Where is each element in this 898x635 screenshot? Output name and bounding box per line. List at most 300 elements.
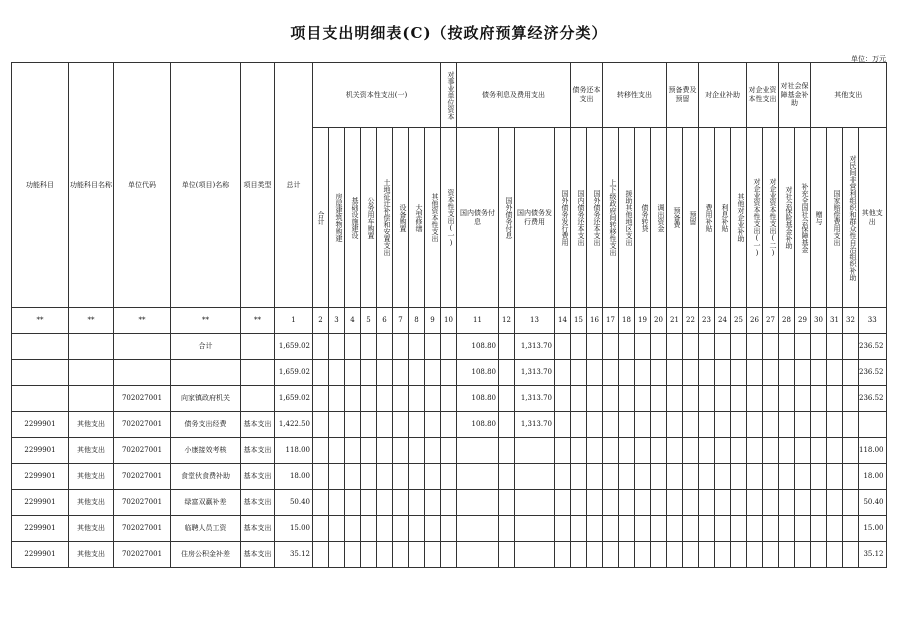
cell-c18 [619, 360, 635, 386]
cell-c13 [515, 464, 555, 490]
column-number: 32 [843, 308, 859, 334]
column-number: 14 [555, 308, 571, 334]
column-number: 3 [329, 308, 345, 334]
cell-type: 基本支出 [241, 438, 275, 464]
cell-c24 [715, 334, 731, 360]
cell-c17 [603, 490, 619, 516]
cell-c9 [425, 516, 441, 542]
column-number: 13 [515, 308, 555, 334]
column-number: 1 [275, 308, 313, 334]
cell-c26 [747, 542, 763, 568]
cell-c10 [441, 542, 457, 568]
header-c30: 赠与 [811, 128, 827, 308]
cell-c5 [361, 386, 377, 412]
cell-c18 [619, 438, 635, 464]
unit-label: 单位：万元 [851, 55, 886, 63]
cell-code: 702027001 [114, 438, 171, 464]
cell-c25 [731, 412, 747, 438]
cell-c4 [345, 334, 361, 360]
header-c17: 上下级政府间转移性支出 [603, 128, 619, 308]
cell-c26 [747, 412, 763, 438]
cell-c21 [667, 516, 683, 542]
cell-c2 [313, 464, 329, 490]
cell-c25 [731, 464, 747, 490]
cell-c14 [555, 334, 571, 360]
cell-code: 702027001 [114, 490, 171, 516]
column-number: 24 [715, 308, 731, 334]
cell-func: 2299901 [12, 438, 69, 464]
cell-c23 [699, 334, 715, 360]
cell-c11: 108.80 [457, 360, 499, 386]
cell-c15 [571, 334, 587, 360]
cell-c19 [635, 360, 651, 386]
cell-c30 [811, 334, 827, 360]
column-number: 11 [457, 308, 499, 334]
cell-c12 [499, 412, 515, 438]
cell-c30 [811, 412, 827, 438]
cell-c12 [499, 360, 515, 386]
header-group-4: 债务还本支出 [571, 63, 603, 128]
cell-c30 [811, 360, 827, 386]
cell-c25 [731, 386, 747, 412]
cell-name: 合计 [171, 334, 241, 360]
cell-c2 [313, 438, 329, 464]
cell-c30 [811, 490, 827, 516]
table-row [12, 516, 887, 542]
cell-c2 [313, 516, 329, 542]
column-number: 30 [811, 308, 827, 334]
cell-total: 1,659.02 [275, 360, 313, 386]
header-c4: 基础设施建设 [345, 128, 361, 308]
cell-c33: 15.00 [859, 516, 887, 542]
cell-c22 [683, 360, 699, 386]
cell-c21 [667, 490, 683, 516]
cell-c13 [515, 542, 555, 568]
column-number: 17 [603, 308, 619, 334]
cell-c21 [667, 386, 683, 412]
cell-c29 [795, 490, 811, 516]
cell-c12 [499, 490, 515, 516]
cell-c14 [555, 386, 571, 412]
cell-c6 [377, 438, 393, 464]
cell-c11 [457, 516, 499, 542]
cell-c28 [779, 386, 795, 412]
column-number: 6 [377, 308, 393, 334]
cell-c7 [393, 542, 409, 568]
cell-c18 [619, 516, 635, 542]
cell-c25 [731, 438, 747, 464]
cell-c26 [747, 438, 763, 464]
cell-c4 [345, 464, 361, 490]
cell-c9 [425, 360, 441, 386]
cell-c8 [409, 334, 425, 360]
table-row [12, 412, 887, 438]
cell-c27 [763, 412, 779, 438]
cell-c2 [313, 542, 329, 568]
cell-c11 [457, 490, 499, 516]
cell-c11: 108.80 [457, 334, 499, 360]
header-c8: 大型修缮 [409, 128, 425, 308]
cell-type: 基本支出 [241, 490, 275, 516]
cell-c17 [603, 542, 619, 568]
cell-code: 702027001 [114, 542, 171, 568]
cell-type [241, 334, 275, 360]
header-c15: 国内债务还本支出 [571, 128, 587, 308]
cell-c33 [859, 412, 887, 438]
cell-c14 [555, 464, 571, 490]
cell-c30 [811, 542, 827, 568]
cell-code: 702027001 [114, 412, 171, 438]
header-c27: 对企业资本性支出(二) [763, 128, 779, 308]
cell-c33: 236.52 [859, 360, 887, 386]
cell-func: 2299901 [12, 542, 69, 568]
table-row [12, 490, 887, 516]
cell-c27 [763, 438, 779, 464]
cell-c16 [587, 360, 603, 386]
header-c32: 对民间非营利组织和群众性自治组织补助 [843, 128, 859, 308]
cell-c11 [457, 464, 499, 490]
cell-c3 [329, 490, 345, 516]
cell-name: 住房公积金补差 [171, 542, 241, 568]
cell-c23 [699, 412, 715, 438]
cell-c16 [587, 438, 603, 464]
cell-c9 [425, 542, 441, 568]
cell-c32 [843, 438, 859, 464]
cell-c2 [313, 360, 329, 386]
cell-c32 [843, 412, 859, 438]
cell-c21 [667, 360, 683, 386]
cell-total: 1,659.02 [275, 386, 313, 412]
cell-type: 基本支出 [241, 412, 275, 438]
cell-c29 [795, 542, 811, 568]
cell-c26 [747, 464, 763, 490]
cell-c29 [795, 386, 811, 412]
cell-c26 [747, 490, 763, 516]
cell-c7 [393, 360, 409, 386]
cell-c4 [345, 386, 361, 412]
header-c14: 国外债务发行费用 [555, 128, 571, 308]
cell-c19 [635, 412, 651, 438]
cell-c26 [747, 334, 763, 360]
column-number: ** [171, 308, 241, 334]
cell-c3 [329, 412, 345, 438]
cell-c33: 236.52 [859, 386, 887, 412]
header-unit-code: 单位代码 [114, 63, 171, 308]
cell-c6 [377, 542, 393, 568]
column-number: 2 [313, 308, 329, 334]
table-row [12, 542, 887, 568]
cell-c33: 236.52 [859, 334, 887, 360]
cell-c5 [361, 360, 377, 386]
cell-c3 [329, 386, 345, 412]
header-func-name: 功能科目名称 [69, 63, 114, 308]
cell-c23 [699, 386, 715, 412]
cell-c17 [603, 386, 619, 412]
cell-fname [69, 386, 114, 412]
column-number: 26 [747, 308, 763, 334]
header-proj-type: 项目类型 [241, 63, 275, 308]
column-number: 12 [499, 308, 515, 334]
cell-c31 [827, 412, 843, 438]
cell-c21 [667, 334, 683, 360]
cell-type: 基本支出 [241, 516, 275, 542]
cell-c22 [683, 412, 699, 438]
cell-c19 [635, 490, 651, 516]
column-number: 29 [795, 308, 811, 334]
column-number: ** [12, 308, 69, 334]
cell-c27 [763, 542, 779, 568]
header-group-3: 债务利息及费用支出 [457, 63, 571, 128]
cell-c33: 35.12 [859, 542, 887, 568]
cell-c28 [779, 438, 795, 464]
header-total: 总计 [275, 63, 313, 308]
cell-c29 [795, 438, 811, 464]
cell-c13 [515, 438, 555, 464]
column-number: 22 [683, 308, 699, 334]
column-number-row [12, 308, 887, 334]
cell-c31 [827, 360, 843, 386]
header-group-5: 转移性支出 [603, 63, 667, 128]
cell-c25 [731, 490, 747, 516]
cell-c22 [683, 490, 699, 516]
cell-c8 [409, 438, 425, 464]
cell-c32 [843, 490, 859, 516]
cell-c6 [377, 490, 393, 516]
cell-c28 [779, 464, 795, 490]
cell-c7 [393, 516, 409, 542]
expenditure-table [11, 62, 887, 568]
cell-c21 [667, 438, 683, 464]
cell-code [114, 334, 171, 360]
cell-c15 [571, 360, 587, 386]
cell-c15 [571, 490, 587, 516]
cell-c18 [619, 386, 635, 412]
cell-c25 [731, 516, 747, 542]
cell-c16 [587, 464, 603, 490]
cell-type [241, 386, 275, 412]
cell-c19 [635, 516, 651, 542]
cell-c21 [667, 412, 683, 438]
header-c24: 利息补贴 [715, 128, 731, 308]
cell-c14 [555, 516, 571, 542]
cell-c22 [683, 386, 699, 412]
cell-c33: 50.40 [859, 490, 887, 516]
cell-c11: 108.80 [457, 386, 499, 412]
header-c28: 对社会保险基金补助 [779, 128, 795, 308]
cell-c14 [555, 542, 571, 568]
cell-c30 [811, 438, 827, 464]
cell-c6 [377, 516, 393, 542]
cell-c15 [571, 412, 587, 438]
cell-c10 [441, 438, 457, 464]
cell-c17 [603, 360, 619, 386]
cell-c11 [457, 542, 499, 568]
cell-c11 [457, 438, 499, 464]
cell-c7 [393, 490, 409, 516]
cell-name: 食堂伙食费补助 [171, 464, 241, 490]
cell-c22 [683, 334, 699, 360]
cell-c31 [827, 516, 843, 542]
cell-c12 [499, 386, 515, 412]
column-number: 19 [635, 308, 651, 334]
cell-c14 [555, 360, 571, 386]
cell-c27 [763, 464, 779, 490]
cell-c23 [699, 360, 715, 386]
cell-func [12, 360, 69, 386]
cell-c9 [425, 490, 441, 516]
cell-c27 [763, 334, 779, 360]
cell-c16 [587, 412, 603, 438]
header-c9: 其他资本性支出 [425, 128, 441, 308]
cell-func: 2299901 [12, 412, 69, 438]
cell-c5 [361, 464, 377, 490]
cell-c31 [827, 386, 843, 412]
cell-c28 [779, 516, 795, 542]
cell-c20 [651, 412, 667, 438]
cell-fname [69, 360, 114, 386]
cell-c5 [361, 516, 377, 542]
column-number: 21 [667, 308, 683, 334]
cell-c28 [779, 412, 795, 438]
header-c13: 国内债务发行费用 [515, 128, 555, 308]
cell-c3 [329, 542, 345, 568]
page-title: 项目支出明细表(C)（按政府预算经济分类） [290, 24, 608, 42]
cell-c8 [409, 542, 425, 568]
cell-name: 临聘人员工资 [171, 516, 241, 542]
header-func-subject: 功能科目 [12, 63, 69, 308]
cell-c8 [409, 360, 425, 386]
cell-c20 [651, 490, 667, 516]
cell-c8 [409, 464, 425, 490]
cell-func: 2299901 [12, 464, 69, 490]
cell-c10 [441, 360, 457, 386]
cell-c15 [571, 542, 587, 568]
cell-c10 [441, 516, 457, 542]
cell-c24 [715, 464, 731, 490]
header-c22: 预留 [683, 128, 699, 308]
cell-c14 [555, 490, 571, 516]
header-c18: 援助其他地区支出 [619, 128, 635, 308]
cell-c18 [619, 542, 635, 568]
cell-c20 [651, 516, 667, 542]
header-c26: 对企业资本性支出(一) [747, 128, 763, 308]
column-number: 18 [619, 308, 635, 334]
header-group-1: 机关资本性支出(一) [313, 63, 441, 128]
cell-fname: 其他支出 [69, 516, 114, 542]
cell-c11: 108.80 [457, 412, 499, 438]
cell-c26 [747, 360, 763, 386]
cell-fname: 其他支出 [69, 464, 114, 490]
cell-c20 [651, 542, 667, 568]
cell-c18 [619, 464, 635, 490]
cell-c29 [795, 360, 811, 386]
column-number: 25 [731, 308, 747, 334]
cell-fname [69, 334, 114, 360]
header-group-6: 预备费及预留 [667, 63, 699, 128]
header-c5: 公务用车购置 [361, 128, 377, 308]
cell-total: 35.12 [275, 542, 313, 568]
cell-c17 [603, 464, 619, 490]
cell-func: 2299901 [12, 490, 69, 516]
column-number: ** [241, 308, 275, 334]
cell-total: 18.00 [275, 464, 313, 490]
cell-c5 [361, 490, 377, 516]
cell-c5 [361, 334, 377, 360]
cell-name: 债务支出经费 [171, 412, 241, 438]
header-c21: 预备费 [667, 128, 683, 308]
cell-c23 [699, 490, 715, 516]
cell-c10 [441, 464, 457, 490]
cell-c17 [603, 438, 619, 464]
cell-c16 [587, 334, 603, 360]
cell-c4 [345, 542, 361, 568]
cell-c24 [715, 360, 731, 386]
cell-c33: 118.00 [859, 438, 887, 464]
cell-func [12, 334, 69, 360]
header-c19: 债务转贷 [635, 128, 651, 308]
column-number: 9 [425, 308, 441, 334]
cell-c28 [779, 490, 795, 516]
cell-c7 [393, 438, 409, 464]
cell-c15 [571, 438, 587, 464]
header-c16: 国外债务还本支出 [587, 128, 603, 308]
cell-c4 [345, 516, 361, 542]
cell-c28 [779, 334, 795, 360]
cell-c13: 1,313.70 [515, 360, 555, 386]
cell-c17 [603, 516, 619, 542]
cell-c9 [425, 412, 441, 438]
cell-c15 [571, 516, 587, 542]
cell-c20 [651, 334, 667, 360]
cell-c27 [763, 516, 779, 542]
cell-c15 [571, 386, 587, 412]
cell-c20 [651, 386, 667, 412]
column-number: 16 [587, 308, 603, 334]
table-row [12, 334, 887, 360]
cell-total: 1,422.50 [275, 412, 313, 438]
header-c23: 费用补贴 [699, 128, 715, 308]
header-group-2: 对事业单位资本 [441, 63, 457, 128]
cell-c32 [843, 360, 859, 386]
cell-c14 [555, 438, 571, 464]
cell-c22 [683, 464, 699, 490]
cell-code: 702027001 [114, 464, 171, 490]
cell-c14 [555, 412, 571, 438]
cell-c19 [635, 386, 651, 412]
header-c2: 合计 [313, 128, 329, 308]
cell-c23 [699, 464, 715, 490]
cell-c9 [425, 334, 441, 360]
cell-fname: 其他支出 [69, 438, 114, 464]
column-number: 15 [571, 308, 587, 334]
column-number: 28 [779, 308, 795, 334]
table-row [12, 438, 887, 464]
cell-c31 [827, 334, 843, 360]
cell-c16 [587, 516, 603, 542]
cell-c20 [651, 464, 667, 490]
cell-name: 向家镇政府机关 [171, 386, 241, 412]
cell-c10 [441, 386, 457, 412]
cell-func [12, 386, 69, 412]
cell-c2 [313, 412, 329, 438]
table-row [12, 386, 887, 412]
cell-c3 [329, 438, 345, 464]
cell-c19 [635, 542, 651, 568]
cell-c26 [747, 516, 763, 542]
cell-c5 [361, 542, 377, 568]
cell-total: 1,659.02 [275, 334, 313, 360]
cell-c21 [667, 542, 683, 568]
